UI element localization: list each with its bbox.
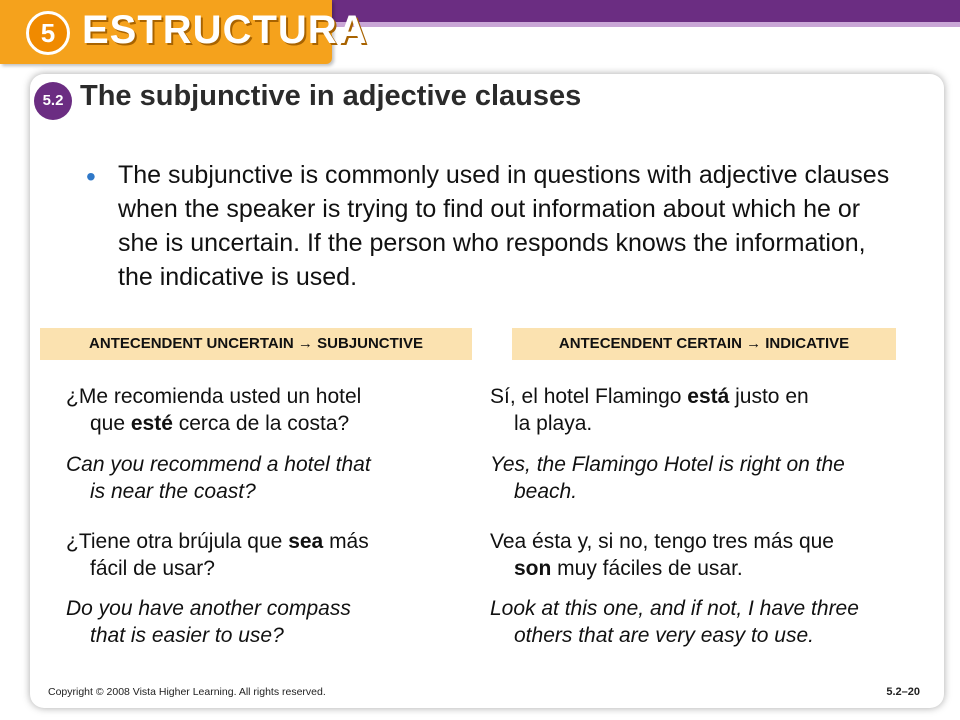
page-number: 5.2–20: [886, 686, 920, 698]
section-tab: [0, 0, 368, 64]
example-2-spanish-question: ¿Tiene otra brújula que sea más fácil de usar?: [66, 530, 369, 580]
bullet-text: The subjunctive is commonly used in questions with adjective clauses when the speaker is trying to find out information about which he or she is uncertain. If the person who responds knows the information, the indicative is used.: [118, 161, 890, 291]
example-2-spanish-answer: Vea ésta y, si no, tengo tres más que son muy fáciles de usar.: [490, 530, 834, 580]
section-title: ESTRUCTURA: [82, 8, 368, 52]
copyright-notice: Copyright © 2008 Vista Higher Learning. All rights reserved.: [48, 686, 326, 698]
example-2-english-answer: Look at this one, and if not, I have three others that are very easy to use.: [490, 597, 859, 647]
example-1-english-question: Can you recommend a hotel that is near the coast?: [66, 453, 371, 503]
example-2-english-question: Do you have another compass that is easier to use?: [66, 597, 351, 647]
column-header-subjunctive: ANTECENDENT UNCERTAIN → SUBJUNCTIVE: [40, 328, 472, 360]
example-1-english-answer: Yes, the Flamingo Hotel is right on the beach.: [490, 453, 845, 503]
subsection-number-badge: 5.2: [34, 82, 72, 120]
top-banner-stripe: [330, 22, 960, 27]
subsection-title: The subjunctive in adjective clauses: [80, 80, 582, 112]
example-1-spanish-answer: Sí, el hotel Flamingo está justo en la playa.: [490, 385, 809, 435]
column-header-indicative: ANTECENDENT CERTAIN → INDICATIVE: [512, 328, 896, 360]
chapter-number-badge: 5: [26, 11, 70, 55]
bullet-icon: •: [86, 161, 96, 192]
example-1-spanish-question: ¿Me recomienda usted un hotel que esté cerca de la costa?: [66, 385, 362, 435]
